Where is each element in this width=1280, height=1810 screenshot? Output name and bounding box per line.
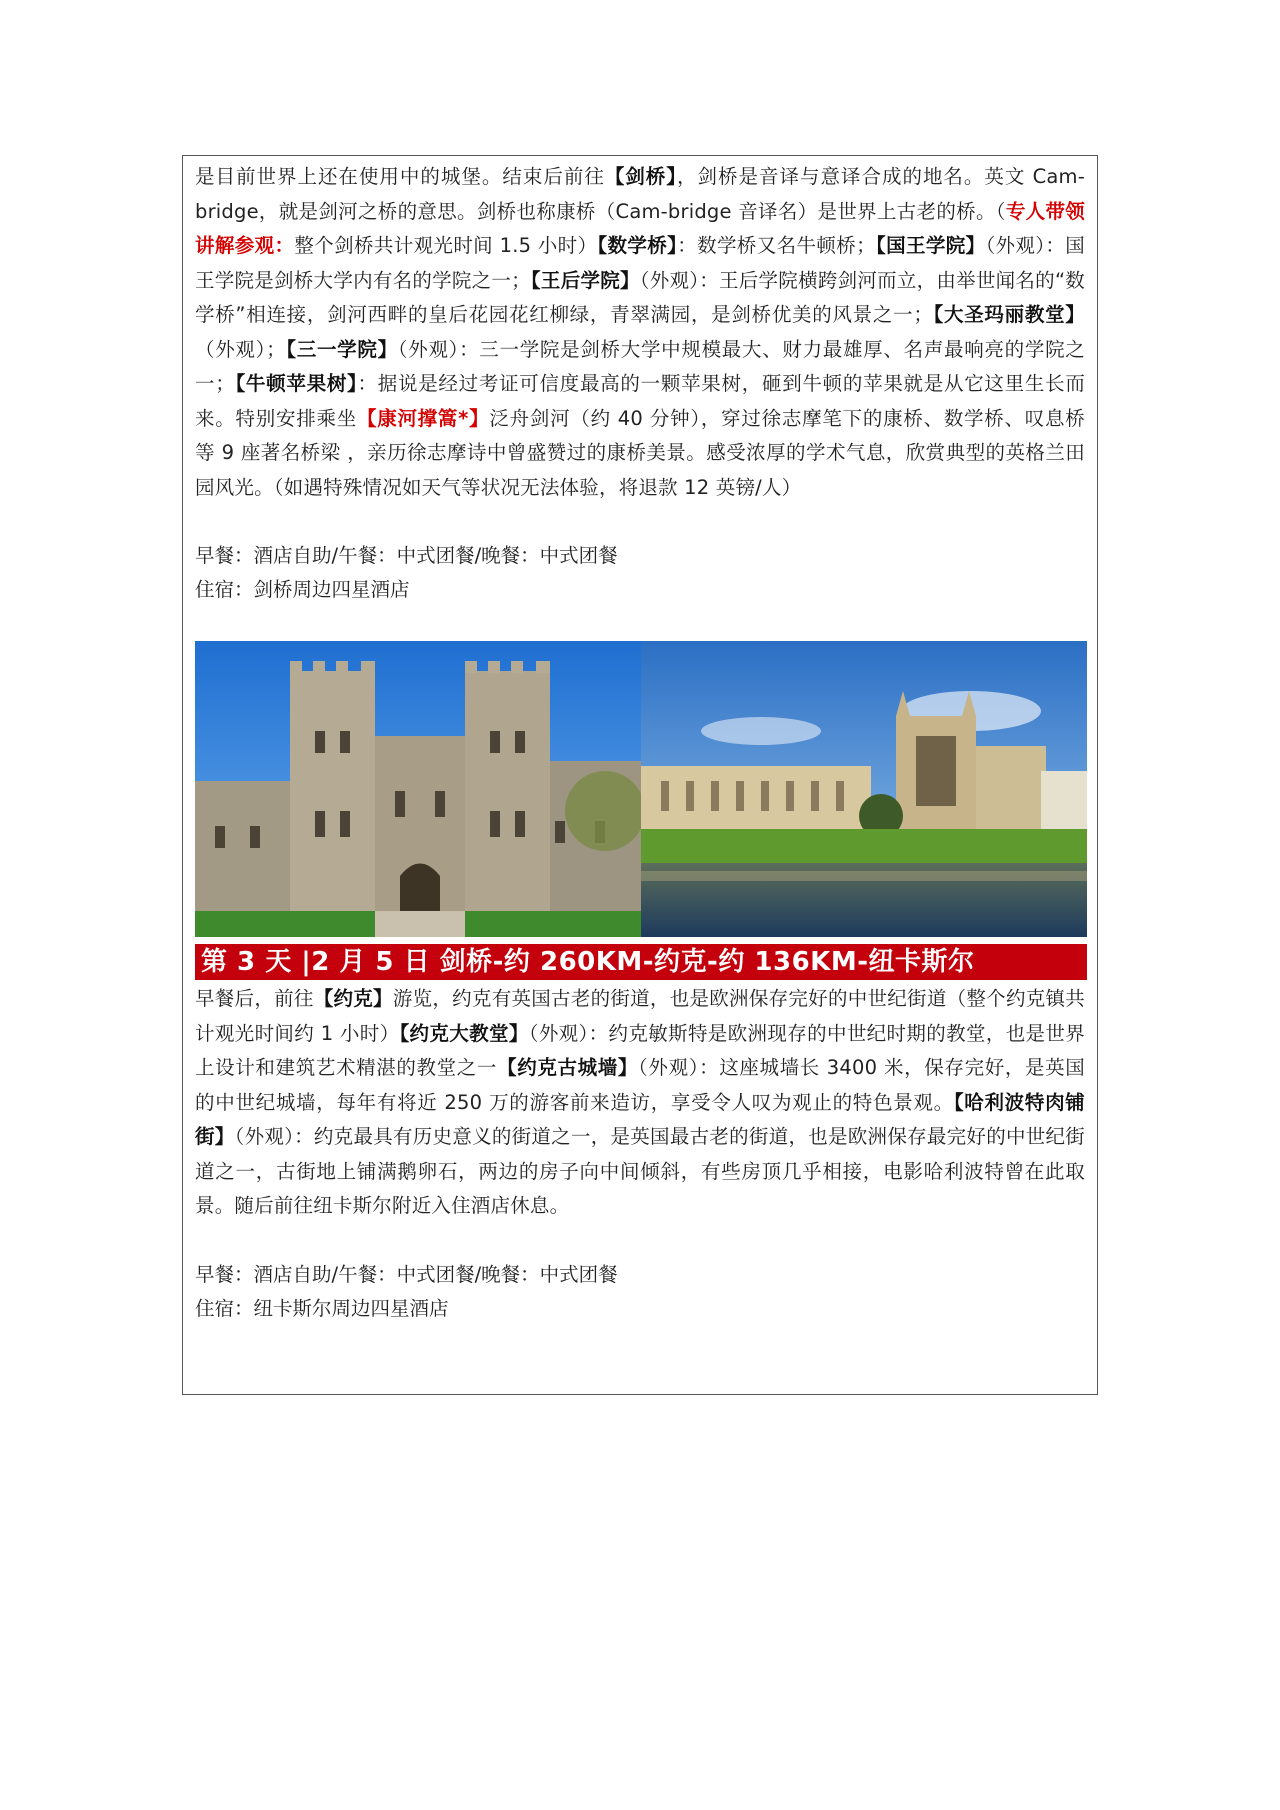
cambridge-description: 是目前世界上还在使用中的城堡。结束后前往【剑桥】，剑桥是音译与意译合成的地名。英文 Cam-bridge，就是剑河之桥的意思。剑桥也称康桥（Cam-bridge 音译名）是世界上古老的桥。（专人带领讲解参观：整个剑桥共计观光时间 1.5 小时）【数学桥】：数学桥又名牛顿桥；【国王学院】（外观）：国王学院是剑桥大学内有名的学院之一；【王后学院】（外观）：王后学院横跨剑河而立，由举世闻名的“数学桥”相连接，剑河西畔的皇后花园花红柳绿，青翠满园，是剑桥优美的风景之一；【大圣玛丽教堂】（外观）；【三一学院】（外观）：三一学院是剑桥大学中规模最大、财力最雄厚、名声最响亮的学院之一；【牛顿苹果树】：据说是经过考证可信度最高的一颗苹果树，砸到牛顿的苹果就是从它这里生长而来。特别安排乘坐【康河撑篙*】泛舟剑河（约 40 分钟），穿过徐志摩笔下的康桥、数学桥、叹息桥 等 9 座著名桥梁 ，亲历徐志摩诗中曾盛赞过的康桥美景。感受浓厚的学术气息，欣赏典型的英格兰田园风光。（如遇特殊情况如天气等状况无法体验，将退款 12 英镑/人） [195,165,1086,499]
photo-strip [195,641,1087,937]
day3-title-bar: 第 3 天 |2 月 5 日 剑桥-约 260KM-约克-约 136KM-纽卡斯尔 [195,944,1087,980]
kings-college-photo [641,641,1087,937]
day3-hotel: 住宿：纽卡斯尔周边四星酒店 [195,1296,449,1320]
windsor-castle-photo [195,641,641,937]
day2-hotel: 住宿：剑桥周边四星酒店 [195,578,410,601]
york-description: 早餐后，前往【约克】游览，约克有英国古老的街道，也是欧洲保存完好的中世纪街道（整个约克镇共计观光时间约 1 小时）【约克大教堂】（外观）：约克敏斯特是欧洲现存的中世纪时期的教堂，也是世界上设计和建筑艺术精湛的教堂之一【约克古城墙】（外观）：这座城墙长 3400 米，保存完好，是英国的中世纪城墙，每年有将近 250 万的游客前来造访，享受令人叹为观止的特色景观。【哈利波特肉铺街】（外观）：约克最具有历史意义的街道之一，是英国最古老的街道，也是欧洲保存最完好的中世纪街道之一，古街地上铺满鹅卵石，两边的房子向中间倾斜，有些房顶几乎相接，电影哈利波特曾在此取景。随后前往纽卡斯尔附近入住酒店休息。 [195,987,1085,1217]
day2-meals: 早餐：酒店自助/午餐：中式团餐/晚餐：中式团餐 [195,544,618,567]
day3-meals: 早餐：酒店自助/午餐：中式团餐/晚餐：中式团餐 [195,1262,618,1286]
day3-section [195,982,1085,1326]
itinerary-frame [182,155,1098,1395]
day2-section [195,160,1085,607]
